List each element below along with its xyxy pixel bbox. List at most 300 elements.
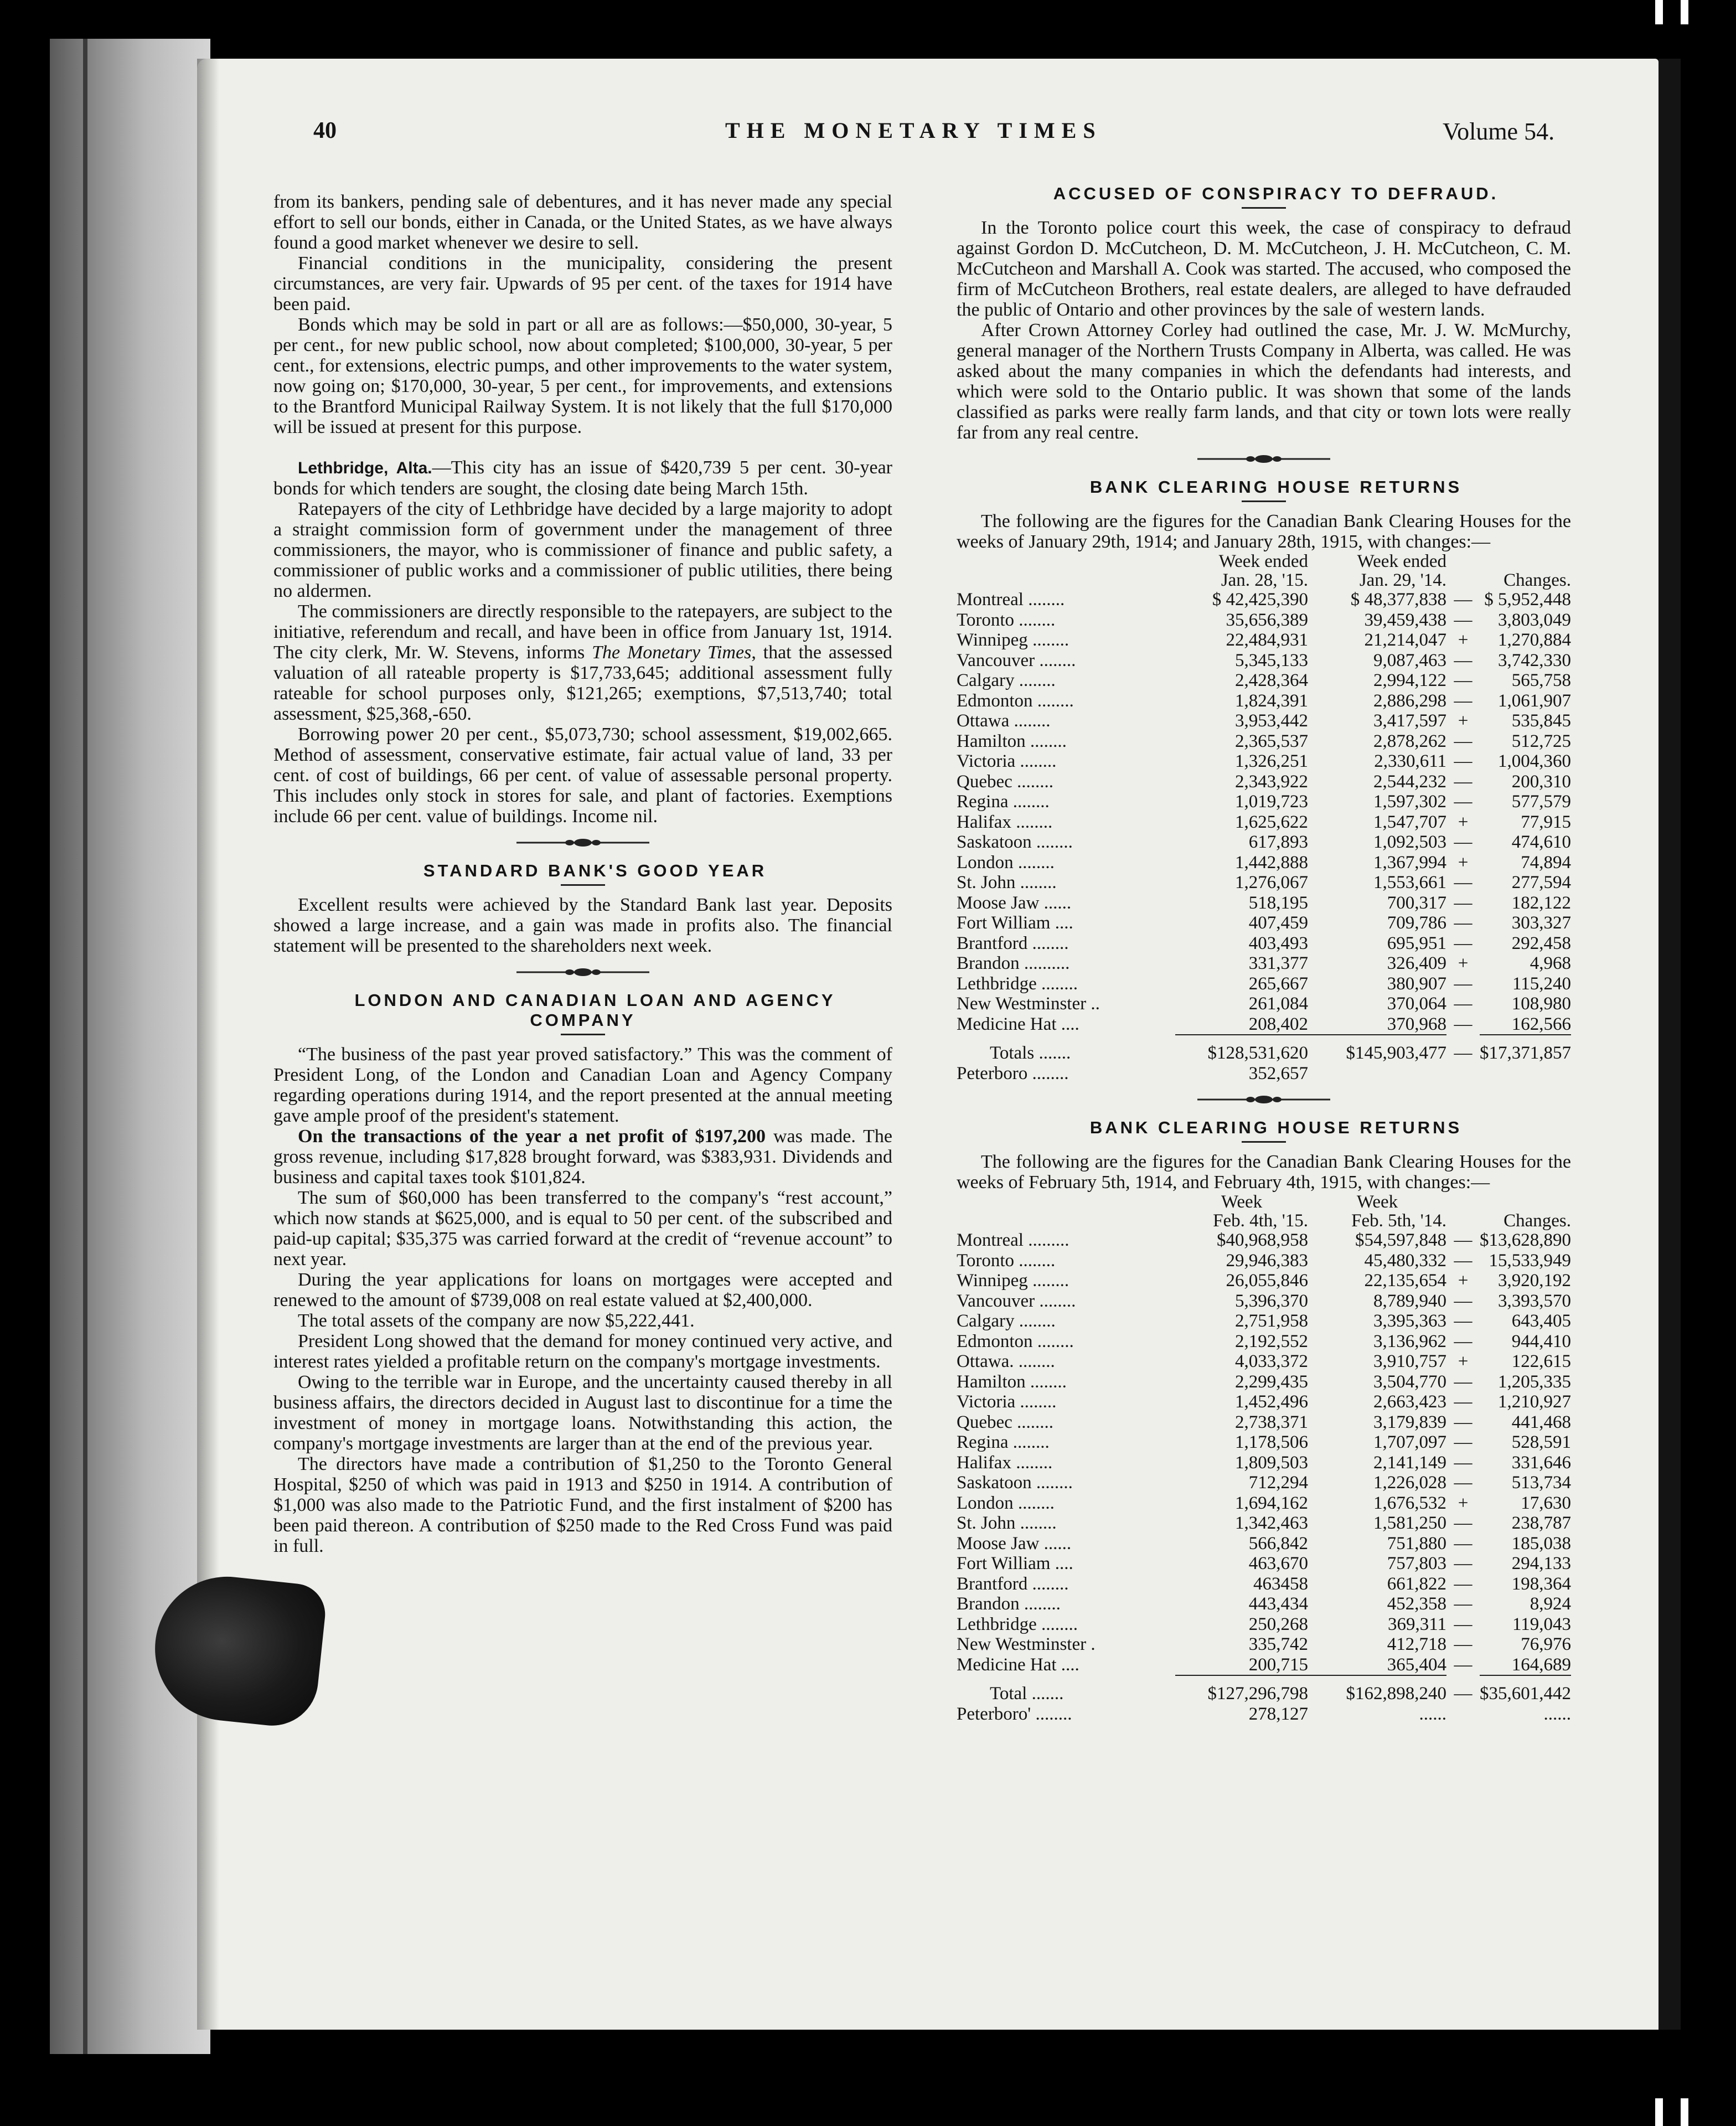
table-cell: 1,581,250 <box>1373 1513 1446 1533</box>
row-label-text: Saskatoon <box>957 1473 1032 1493</box>
table-row <box>957 873 1571 893</box>
table-row <box>957 610 1571 631</box>
row-label <box>957 1064 1175 1084</box>
leader-dots: .... <box>1055 913 1073 933</box>
table-cell: 115,240 <box>1512 973 1571 994</box>
table-row <box>957 651 1571 671</box>
column-header: Jan. 28, '15. <box>1221 570 1308 590</box>
table-cell: 463458 <box>1253 1573 1308 1594</box>
column-header: Week ended <box>1357 551 1446 571</box>
scan-marker-bottom <box>1655 2098 1663 2126</box>
table-cell: 2,663,423 <box>1373 1392 1446 1412</box>
paragraph: The following are the figures for the Canadian Bank Clearing Houses for the weeks of February 5th, 1914, and February 4th, 1915, with changes:— <box>957 1152 1571 1193</box>
table-cell: 566,842 <box>1248 1533 1308 1554</box>
row-label <box>957 1035 1175 1064</box>
change-sign: — <box>1454 1683 1472 1704</box>
page-right-edge <box>1658 59 1681 2030</box>
scan-marker-bottom <box>1681 2098 1688 2126</box>
row-label-text: Brantford <box>957 1573 1028 1594</box>
total-cell: $145,903,477 <box>1308 1035 1446 1064</box>
row-label <box>957 933 1175 954</box>
paragraph: Owing to the terrible war in Europe, and the uncertainty caused thereby in all business affairs, the directors decided in August last to discontinue for a time the investment of money in mortgage loans. Notwithstanding this action, the company's mortgage investments are larger than at the end of the previous year. <box>273 1372 892 1454</box>
change-sign: — <box>1454 1452 1472 1473</box>
row-label-text: Fort William <box>957 1554 1051 1573</box>
leader-dots: ........ <box>1018 1351 1055 1371</box>
table-cell: 2,886,298 <box>1373 690 1446 711</box>
table-cell: 21,214,047 <box>1364 630 1446 650</box>
row-label <box>957 1513 1175 1534</box>
change-sign: — <box>1454 892 1472 913</box>
change-sign: — <box>1454 1392 1472 1412</box>
table-cell: 1,597,302 <box>1373 792 1446 812</box>
table-cell: 3,393,570 <box>1498 1291 1571 1311</box>
leader-dots: ........ <box>1039 650 1076 670</box>
table-row <box>957 1473 1571 1493</box>
change-sign: — <box>1454 1634 1472 1654</box>
row-label-text: Brandon <box>957 953 1020 973</box>
column-header: Feb. 4th, '15. <box>1213 1211 1308 1231</box>
table-cell: 512,725 <box>1511 731 1571 751</box>
column-header: Week <box>1356 1192 1398 1212</box>
row-label <box>957 1574 1175 1594</box>
table-cell: 2,751,958 <box>1235 1311 1308 1331</box>
table-cell: 1,553,661 <box>1373 873 1446 892</box>
row-label <box>957 1432 1175 1453</box>
table-row <box>957 913 1571 933</box>
leader-dots: ........ <box>1014 711 1051 731</box>
change-sign: — <box>1454 973 1472 994</box>
leader-dots: ........ <box>1032 630 1070 650</box>
leader-dots: ........ <box>1037 1331 1074 1351</box>
leader-dots: ........ <box>1032 1573 1069 1594</box>
table-cell: 944,410 <box>1511 1331 1571 1351</box>
table-cell: 757,803 <box>1387 1554 1446 1573</box>
change-sign: — <box>1454 590 1472 610</box>
row-label-text: Toronto <box>957 610 1015 630</box>
change-sign: — <box>1454 1412 1472 1432</box>
paragraph <box>273 1126 892 1188</box>
table-row <box>957 1230 1571 1251</box>
table-cell: 370,064 <box>1387 994 1446 1014</box>
row-label-text: Medicine Hat <box>957 1014 1057 1034</box>
table-cell: 2,192,552 <box>1235 1331 1308 1351</box>
heading-rule <box>561 884 605 886</box>
change-sign: — <box>1454 650 1472 670</box>
section-heading: STANDARD BANK'S GOOD YEAR <box>423 861 767 880</box>
row-label-text: Winnipeg <box>957 630 1028 650</box>
row-label-text: London <box>957 852 1014 873</box>
row-label-text: St. John <box>957 873 1016 892</box>
row-label-text: Regina <box>957 792 1009 812</box>
leader-dots: ........ <box>1032 933 1069 953</box>
table-cell: 200,715 <box>1248 1654 1308 1675</box>
change-sign: — <box>1454 1311 1472 1331</box>
table-cell: 565,758 <box>1511 670 1571 690</box>
table-cell: 292,458 <box>1511 933 1571 953</box>
table-cell: 441,468 <box>1511 1412 1571 1432</box>
table-cell: 122,615 <box>1511 1351 1571 1371</box>
row-label <box>957 1554 1175 1574</box>
table-cell: 331,646 <box>1511 1452 1571 1473</box>
table-cell: 108,980 <box>1511 994 1571 1014</box>
table-header-row <box>957 1193 1571 1211</box>
table-row <box>957 1554 1571 1574</box>
row-label <box>957 1014 1175 1035</box>
section-heading: BANK CLEARING HOUSE RETURNS <box>1089 477 1463 497</box>
leader-dots: .... <box>1061 1655 1079 1675</box>
table-cell: $ 48,377,838 <box>1350 590 1446 610</box>
paragraph: from its bankers, pending sale of debentures, and it has never made any special effort to sell our bonds, either in Canada, or the United States, as we have always found a good market whenever we desire to sell. <box>273 192 892 253</box>
change-sign: — <box>1454 690 1472 711</box>
row-label <box>957 1453 1175 1473</box>
column-header: Feb. 5th, '14. <box>1351 1211 1446 1231</box>
leader-dots: ....... <box>1038 1043 1071 1063</box>
table-cell: 1,809,503 <box>1235 1452 1308 1473</box>
table-cell: 1,676,532 <box>1373 1493 1446 1513</box>
table-cell: 162,566 <box>1511 1014 1571 1034</box>
row-label <box>957 1230 1175 1251</box>
table-cell: 2,544,232 <box>1373 771 1446 792</box>
leader-dots: ........ <box>1036 832 1073 852</box>
table-cell: 380,907 <box>1387 973 1446 994</box>
table-cell: 352,657 <box>1248 1063 1308 1083</box>
row-label-text: Totals <box>990 1043 1035 1063</box>
book-binding <box>50 39 210 2054</box>
table-cell: 1,342,463 <box>1235 1513 1308 1533</box>
row-label-text: Peterboro' <box>957 1704 1031 1724</box>
row-label <box>957 994 1175 1014</box>
table-row <box>957 1594 1571 1614</box>
ornament-divider <box>1197 1093 1330 1106</box>
row-label <box>957 1372 1175 1392</box>
row-label <box>957 1704 1175 1725</box>
table-row <box>957 1704 1571 1725</box>
row-label-text: Montreal <box>957 1230 1024 1250</box>
total-cell: $128,531,620 <box>1175 1035 1308 1064</box>
table-cell: ...... <box>1543 1704 1571 1724</box>
leader-dots: ........ <box>1016 812 1053 832</box>
table-total-row <box>957 1035 1571 1064</box>
table-header-row <box>957 552 1571 571</box>
total-cell: $127,296,798 <box>1175 1675 1308 1704</box>
paragraph: Borrowing power 20 per cent., $5,073,730; school assessment, $19,002,665. Method of assessment, conservative estimate, fair actual value of land, 33 per cent. of cost of buildings, 66 per cent. of value of assessable personal property. This includes only stock in stores for sale, and plant of factories. Exemptions include 66 per cent. value of buildings. Income nil. <box>273 724 892 827</box>
table-cell: 200,310 <box>1511 771 1571 792</box>
table-cell: 39,459,438 <box>1364 610 1446 630</box>
change-sign: + <box>1458 953 1469 973</box>
table-cell: 1,442,888 <box>1235 852 1308 873</box>
row-label-text: Moose Jaw <box>957 892 1040 913</box>
table-row <box>957 933 1571 954</box>
leader-dots: ........ <box>1016 1452 1053 1473</box>
paragraph: Bonds which may be sold in part or all are as follows:—$50,000, 30-year, 5 per cent., for new public school, now about completed; $100,000, 30-year, 5 per cent., for extensions, electric pumps, and other improvements to the water system, now going on; $170,000, 30-year, 5 per cent., for improvements, and extensions to the Brantford Municipal Railway System. It is not likely that the full $170,000 will be issued at present for this purpose. <box>273 314 892 437</box>
table-cell: 3,179,839 <box>1373 1412 1446 1432</box>
row-label <box>957 913 1175 933</box>
volume-label: Volume 54. <box>1443 118 1555 145</box>
table-cell: 250,268 <box>1248 1614 1308 1634</box>
leader-dots: ........ <box>1020 873 1057 892</box>
table-cell: 26,055,846 <box>1226 1271 1308 1291</box>
leader-dots: ........ <box>1030 1371 1067 1392</box>
row-label <box>957 1675 1175 1704</box>
row-label <box>957 1473 1175 1493</box>
leader-dots: ........ <box>1037 690 1074 711</box>
paragraph: Excellent results were achieved by the Standard Bank last year. Deposits showed a large increase, and a gain was made in profits also. The financial statement will be presented to the shareholders next week. <box>273 895 892 956</box>
table-cell: 4,968 <box>1530 953 1571 973</box>
row-label <box>957 691 1175 711</box>
paragraph <box>273 601 892 724</box>
paragraph: The following are the figures for the Canadian Bank Clearing Houses for the weeks of January 29th, 1914; and January 28th, 1915, with changes:— <box>957 511 1571 552</box>
table-cell: 4,033,372 <box>1235 1351 1308 1371</box>
table-row <box>957 832 1571 853</box>
change-sign: — <box>1454 994 1472 1014</box>
table-cell: 1,367,994 <box>1373 852 1446 873</box>
row-label-text: Ottawa <box>957 711 1010 731</box>
paragraph: President Long showed that the demand for money continued very active, and interest rates yielded a profitable return on the company's mortgage investments. <box>273 1331 892 1372</box>
table-cell: 77,915 <box>1521 812 1571 832</box>
table-cell: 463,670 <box>1248 1554 1308 1573</box>
table-row <box>957 590 1571 610</box>
table-cell: 2,738,371 <box>1235 1412 1308 1432</box>
row-label-text: Brandon <box>957 1594 1020 1614</box>
table-cell: 695,951 <box>1387 933 1446 953</box>
table-cell: 76,976 <box>1521 1634 1571 1654</box>
leader-dots: ........ <box>1017 771 1054 792</box>
table-cell: 22,135,654 <box>1364 1271 1446 1291</box>
binding-edge <box>83 39 87 2054</box>
paragraph: The sum of $60,000 has been transferred to the company's “rest account,” which now stands at $625,000, and is equal to 50 per cent. of the subscribed and paid-up capital; $35,375 was carried forward at the credit of “revenue account” to next year. <box>273 1188 892 1270</box>
leader-dots: ........ <box>1028 590 1065 610</box>
change-sign: — <box>1454 670 1472 690</box>
right-column <box>957 184 1571 1724</box>
heading-rule <box>561 1034 605 1035</box>
paragraph: Ratepayers of the city of Lethbridge have decided by a large majority to adopt a straight commission form of government under the management of three commissioners, the mayor, who is commissioner of finance and public safety, a commissioner of public works and a commissioner of public utilities, there being no aldermen. <box>273 499 892 601</box>
change-sign: — <box>1454 731 1472 751</box>
row-label <box>957 1291 1175 1312</box>
table-row <box>957 1493 1571 1514</box>
change-sign: — <box>1454 610 1472 630</box>
table-cell: 577,579 <box>1511 792 1571 812</box>
heading-rule <box>1242 1141 1286 1143</box>
table-row <box>957 792 1571 812</box>
table-row <box>957 1412 1571 1433</box>
table-cell: ...... <box>1419 1704 1446 1724</box>
table-cell: $40,968,958 <box>1217 1230 1308 1250</box>
table-row <box>957 670 1571 691</box>
row-label <box>957 731 1175 752</box>
table-cell: 208,402 <box>1248 1014 1308 1034</box>
row-label-text: Lethbridge <box>957 1614 1037 1634</box>
table-row <box>957 711 1571 731</box>
row-label <box>957 1634 1175 1655</box>
row-label-text: New Westminster <box>957 1634 1087 1654</box>
table-row <box>957 731 1571 752</box>
table-cell: 709,786 <box>1387 913 1446 933</box>
row-label-text: Total <box>990 1683 1027 1704</box>
table-body <box>957 590 1571 1035</box>
row-label <box>957 1351 1175 1372</box>
table-cell: 370,968 <box>1387 1014 1446 1034</box>
table-row <box>957 691 1571 711</box>
leader-dots: ........ <box>1036 1473 1073 1493</box>
change-sign: + <box>1458 1351 1469 1371</box>
table-cell: 474,610 <box>1511 832 1571 852</box>
table-cell: 1,625,622 <box>1235 812 1308 832</box>
change-sign: + <box>1458 1271 1469 1291</box>
row-label <box>957 1534 1175 1554</box>
section-heading: BANK CLEARING HOUSE RETURNS <box>1089 1118 1463 1137</box>
leader-dots: ........ <box>1030 731 1067 751</box>
change-sign: — <box>1454 1043 1472 1063</box>
row-label-text: Moose Jaw <box>957 1533 1040 1554</box>
table-cell: 528,591 <box>1511 1432 1571 1452</box>
row-label <box>957 711 1175 731</box>
table-row <box>957 1655 1571 1676</box>
table-cell: 3,803,049 <box>1498 610 1571 630</box>
row-label-text: Winnipeg <box>957 1271 1028 1291</box>
row-label-text: Quebec <box>957 771 1012 792</box>
column-header: Changes. <box>1504 570 1571 590</box>
row-label <box>957 590 1175 610</box>
leader-dots: ......... <box>1028 1230 1070 1250</box>
row-label <box>957 651 1175 671</box>
table-row <box>957 630 1571 651</box>
page-number: 40 <box>313 118 337 143</box>
row-label-text: Quebec <box>957 1412 1012 1432</box>
row-label-text: Victoria <box>957 1392 1016 1412</box>
row-label-text: Calgary <box>957 670 1015 690</box>
table-cell: 198,364 <box>1511 1573 1571 1594</box>
table-cell: 2,330,611 <box>1374 751 1446 771</box>
table-cell: 3,953,442 <box>1235 711 1308 731</box>
table-cell: 3,920,192 <box>1498 1271 1571 1291</box>
row-label-text: Brantford <box>957 933 1028 953</box>
row-label <box>957 670 1175 691</box>
change-sign: — <box>1454 1014 1472 1034</box>
change-sign: + <box>1458 1493 1469 1513</box>
leader-dots: ........ <box>1041 973 1078 994</box>
table-cell: 2,994,122 <box>1373 670 1446 690</box>
change-sign: — <box>1454 1573 1472 1594</box>
heading-rule <box>1242 500 1286 502</box>
change-sign: — <box>1454 1432 1472 1452</box>
paragraph-text: The commissioners are directly responsible to the ratepayers, are subject to the initiative, referendum and recall, and have been in office from January 1st, 1914. The city clerk, Mr. W. Stevens, informs <box>273 601 892 663</box>
table-row <box>957 953 1571 974</box>
row-label <box>957 630 1175 651</box>
change-sign: — <box>1454 792 1472 812</box>
change-sign: + <box>1458 630 1469 650</box>
table-row <box>957 1291 1571 1312</box>
table-cell: 277,594 <box>1511 873 1571 892</box>
table-cell: 185,038 <box>1511 1533 1571 1554</box>
table-cell: 3,504,770 <box>1373 1371 1446 1392</box>
clearing-table-february <box>957 1193 1571 1724</box>
row-label <box>957 1493 1175 1514</box>
clearing-table-january <box>957 552 1571 1083</box>
row-label-text: Medicine Hat <box>957 1655 1057 1675</box>
table-cell: 412,718 <box>1387 1634 1446 1654</box>
table-cell: 15,533,949 <box>1489 1250 1571 1271</box>
column-header: Jan. 29, '14. <box>1359 570 1446 590</box>
leader-dots: ........ <box>1024 1594 1061 1614</box>
table-row <box>957 812 1571 833</box>
table-cell: 164,689 <box>1511 1654 1571 1675</box>
leader-dots: ....... <box>1031 1683 1064 1704</box>
leader-dots: ........ <box>1020 751 1057 771</box>
ornament-divider <box>516 966 649 978</box>
table-cell: 403,493 <box>1248 933 1308 953</box>
table-cell: 29,946,383 <box>1226 1250 1308 1271</box>
table-cell: 3,395,363 <box>1373 1311 1446 1331</box>
left-column <box>273 192 892 1556</box>
column-header: Week ended <box>1218 551 1308 571</box>
table-cell: 1,824,391 <box>1235 690 1308 711</box>
table-cell: 5,396,370 <box>1235 1291 1308 1311</box>
change-sign: — <box>1454 1614 1472 1634</box>
table-header-row <box>957 571 1571 590</box>
row-label-text: Montreal <box>957 590 1024 610</box>
row-label <box>957 953 1175 974</box>
leader-dots: ........ <box>1012 1432 1050 1452</box>
leader-dots: .. <box>1091 994 1100 1014</box>
row-label-text: St. John <box>957 1513 1016 1533</box>
table-row <box>957 853 1571 873</box>
table-cell: 3,136,962 <box>1373 1331 1446 1351</box>
leader-dots: ........ <box>1019 1250 1056 1271</box>
table-cell: 1,326,251 <box>1235 751 1308 771</box>
table-cell: 2,365,537 <box>1235 731 1308 751</box>
table-cell: 1,452,496 <box>1235 1392 1308 1412</box>
table-row <box>957 1332 1571 1352</box>
table-cell: 182,122 <box>1511 892 1571 913</box>
leader-dots: ........ <box>1019 1311 1056 1331</box>
leader-dots: ........ <box>1019 670 1056 690</box>
leader-dots: ........ <box>1019 610 1056 630</box>
table-cell: 643,405 <box>1511 1311 1571 1331</box>
table-cell: 700,317 <box>1387 892 1446 913</box>
change-sign: + <box>1458 812 1469 832</box>
leader-dots: ........ <box>1017 1493 1055 1513</box>
paragraph-text: , that the assessed valuation of all rateable property is $17,733,645; additional assessment fully rateable for school purposes only, $121,265; exemptions, $7,513,740; total assessment, $25,368,-650. <box>273 642 892 724</box>
table-row <box>957 1614 1571 1635</box>
table-total-row <box>957 1675 1571 1704</box>
table-cell: 1,226,028 <box>1373 1473 1446 1493</box>
table-cell: 712,294 <box>1248 1473 1308 1493</box>
table-cell: 3,417,597 <box>1373 711 1446 731</box>
leader-dots: ........ <box>1032 1271 1070 1291</box>
row-label-text: London <box>957 1493 1014 1513</box>
leader-dots: .......... <box>1024 953 1070 973</box>
paragraph-text: was made. The gross revenue, including $17,828 brought forward, was $383,931. Dividends and business and capital taxes took $101,824. <box>273 1126 892 1188</box>
paragraph: In the Toronto police court this week, the case of conspiracy to defraud against Gordon D. McCutcheon, D. M. McCutcheon, J. H. McCutcheon, C. M. McCutcheon and Marshall A. Cook was started. The accused, who composed the firm of McCutcheon Brothers, real estate dealers, are alleged to have defrauded the public of Ontario and other provinces by the sale of western lands. <box>957 218 1571 320</box>
table-cell: 303,327 <box>1511 913 1571 933</box>
leader-dots: ........ <box>1020 1513 1057 1533</box>
table-row <box>957 1432 1571 1453</box>
change-sign: — <box>1454 1250 1472 1271</box>
row-label-text: Regina <box>957 1432 1009 1452</box>
row-label-text: Saskatoon <box>957 832 1032 852</box>
change-sign: — <box>1454 751 1472 771</box>
table-cell: 119,043 <box>1512 1614 1571 1634</box>
table-row <box>957 772 1571 792</box>
table-cell: $13,628,890 <box>1480 1230 1571 1250</box>
table-cell: 17,630 <box>1521 1493 1571 1513</box>
row-label-text: Peterboro <box>957 1063 1028 1083</box>
table-cell: 35,656,389 <box>1226 610 1308 630</box>
row-label <box>957 772 1175 792</box>
table-cell: 365,404 <box>1387 1654 1446 1675</box>
row-label <box>957 974 1175 994</box>
table-body <box>957 1230 1571 1675</box>
